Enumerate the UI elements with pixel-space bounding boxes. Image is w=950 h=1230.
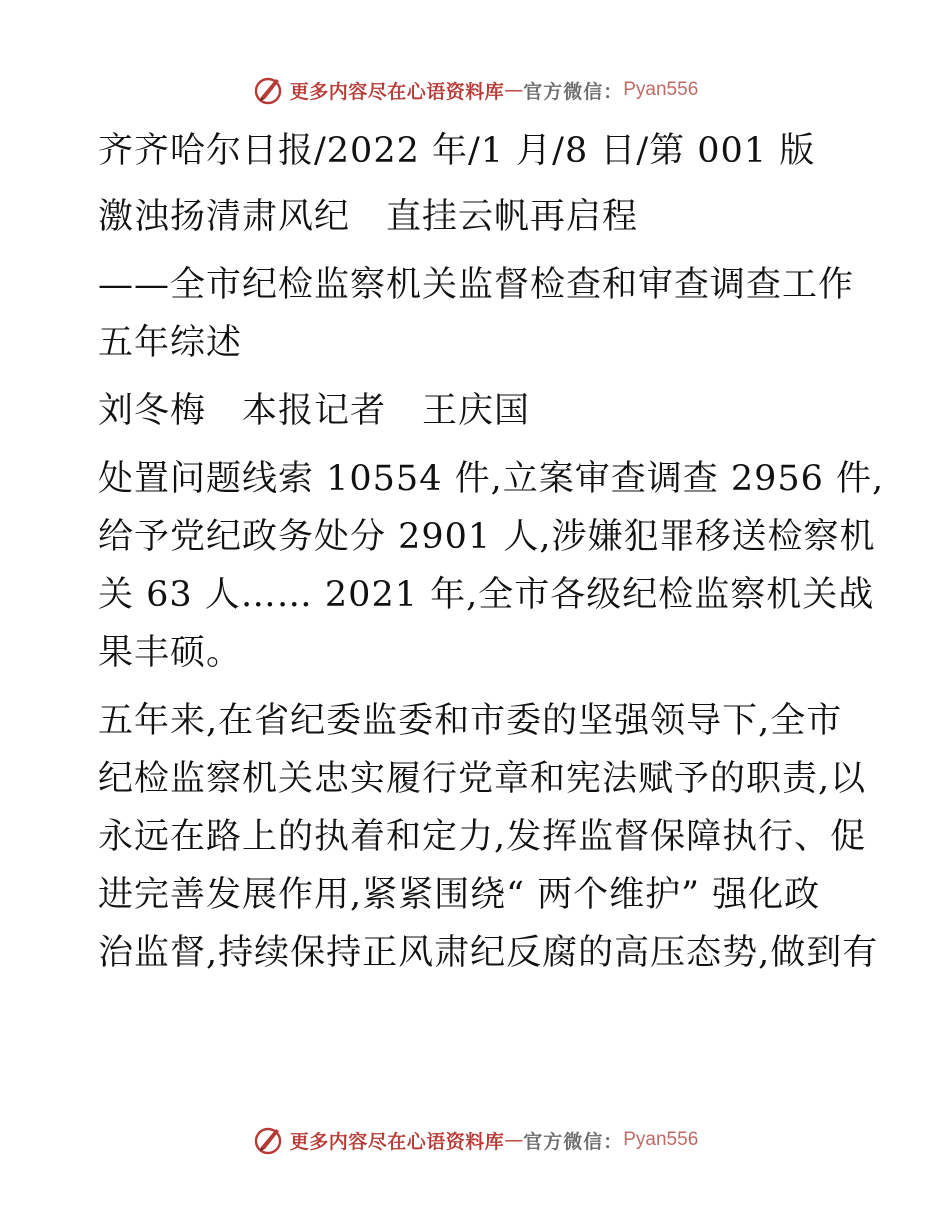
- watermark-wechat-account: Pyan556: [623, 79, 699, 100]
- quill-pen-circle-icon: [252, 73, 286, 107]
- watermark-separator: —: [504, 79, 524, 101]
- source-line: 齐齐哈尔日报/2022 年/1 月/8 日/第 001 版: [98, 131, 816, 171]
- paragraph-line: 治监督,持续保持正风肃纪反腐的高压态势,做到有: [98, 933, 879, 973]
- subtitle-line-1: ——全市纪检监察机关监督检查和审查调查工作: [98, 265, 855, 305]
- watermark-site-text: 更多内容尽在心语资料库: [289, 80, 505, 103]
- paragraph-line: 给予党纪政务处分 2901 人,涉嫌犯罪移送检察机: [98, 517, 876, 557]
- quill-pen-circle-icon: [252, 1123, 286, 1157]
- article-body: [98, 122, 885, 982]
- paragraph-line: 纪检监察机关忠实履行党章和宪法赋予的职责,以: [98, 759, 867, 799]
- paragraph-1: [98, 450, 885, 682]
- watermark-site-text: 更多内容尽在心语资料库: [289, 1130, 505, 1153]
- paragraph-line: 关 63 人…… 2021 年,全市各级纪检监察机关战: [98, 575, 875, 615]
- watermark-wechat-label: 官方微信：: [523, 80, 624, 103]
- watermark-separator: —: [504, 1129, 524, 1151]
- watermark-wechat-account: Pyan556: [623, 1129, 699, 1150]
- paragraph-line: 永远在路上的执着和定力,发挥监督保障执行、促: [98, 817, 867, 857]
- header-watermark: [0, 70, 950, 110]
- paragraph-line: 处置问题线索 10554 件,立案审查调查 2956 件,: [98, 459, 885, 499]
- paragraph-line: 进完善发展作用,紧紧围绕“ 两个维护” 强化政: [98, 875, 821, 915]
- subtitle-line-2: 五年综述: [98, 323, 243, 363]
- byline: 刘冬梅 本报记者 王庆国: [98, 391, 531, 431]
- watermark-wechat-label: 官方微信：: [523, 1130, 624, 1153]
- paragraph-2: [98, 692, 879, 982]
- paragraph-line: 果丰硕。: [98, 633, 243, 673]
- headline: 激浊扬清肃风纪 直挂云帆再启程: [98, 197, 639, 237]
- paragraph-line: 五年来,在省纪委监委和市委的坚强领导下,全市: [98, 701, 843, 741]
- footer-watermark: [0, 1120, 950, 1160]
